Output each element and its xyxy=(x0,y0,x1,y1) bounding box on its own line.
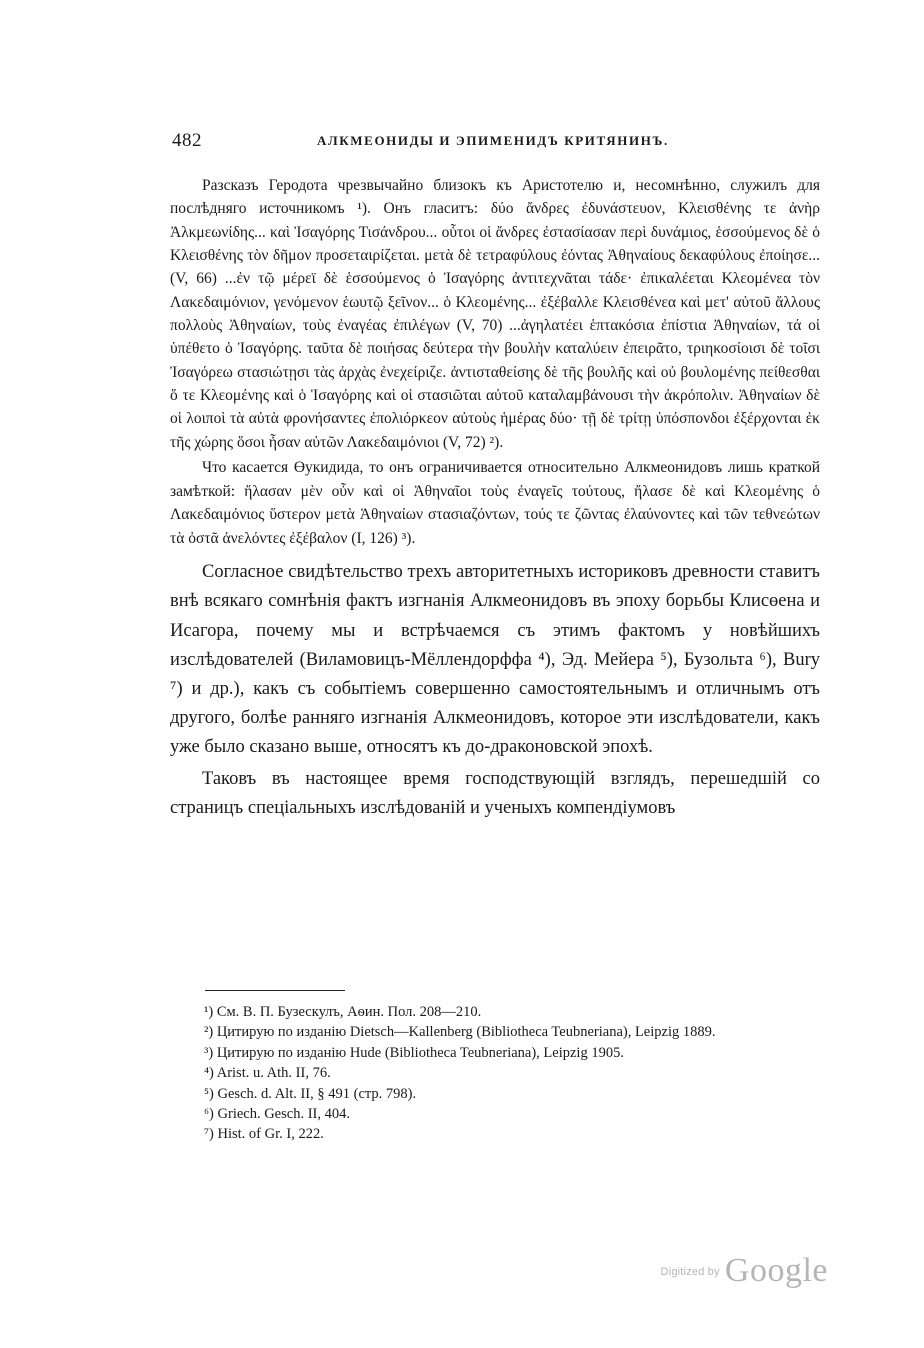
footnote-text: Hist. of Gr. I, 222. xyxy=(217,1126,324,1143)
footnote xyxy=(172,1043,820,1063)
footnote-text: См. В. П. Бузескулъ, Аѳин. Пол. 208—210. xyxy=(216,1004,482,1020)
page-number: 482 xyxy=(172,130,202,151)
footnote-ref: ⁶) xyxy=(204,1106,214,1123)
paragraph-prevailing-view: Таковъ въ настоящее время господствующій взглядъ, перешедшій со страницъ спеціальныхъ изслѣдованій и ученыхъ компендіумовъ xyxy=(170,768,820,818)
footnote xyxy=(172,1063,820,1083)
body-text xyxy=(170,174,820,823)
paragraph-testimony: Согласное свидѣтельство трехъ авторитетныхъ историковъ древности ставитъ внѣ всякаго сомнѣнія фактъ изгнанія Алкмеонидовъ въ эпоху борьбы Клисөена и Исагора, почему мы и встрѣчаемся съ этимъ фактомъ у новѣйшихъ изслѣдователей (Виламовицъ-Мёллендорффа ⁴), Эд. Мейера ⁵), Бузольта ⁶), Bury ⁷) и др.), какъ съ событіемъ совершенно самостоятельнымъ и отличнымъ отъ другого, болѣе ранняго изгнанія Алкмеонидовъ, которое эти изслѣдователи, какъ уже было сказано выше, относятъ къ до-драконовской эпохѣ. xyxy=(170,562,820,758)
footnote-text: Arist. u. Ath. II, 76. xyxy=(216,1065,331,1082)
page-header xyxy=(172,130,820,154)
footnote-ref: ⁵) xyxy=(204,1085,214,1102)
footnote xyxy=(172,1124,820,1144)
footnote-text: Цитирую по изданію Dietsch—Kallenberg (Bibliotheca Teubneriana), Leipzig 1889. xyxy=(216,1024,716,1041)
footnote-ref: ²) xyxy=(204,1024,214,1041)
footnote-ref: ¹) xyxy=(204,1004,214,1020)
footnote-text: Gesch. d. Alt. II, § 491 (стр. 798). xyxy=(217,1085,417,1102)
footnote-separator xyxy=(205,990,345,991)
paragraph-thucydides-quote: Что касается Өукидида, то онъ ограничивается относительно Алкмеонидовъ лишь краткой замѣткой: ἤλασαν μὲν οὖν καὶ οἱ Ἀθηναῖοι τοὺς ἐναγεῖς τούτους, ἤλασε δὲ καὶ Κλεομένης ὁ Λακεδαιμόνιος ὕστερον μετὰ Ἀθηναίων στασιαζόντων, τούς τε ζῶντας ἐλαύνοντες καὶ τῶν τεθνεώτων τὰ ὀστᾶ ἀνελόντες ἐξέβαλον (I, 126) ³). xyxy=(170,459,820,547)
footnotes xyxy=(172,1002,820,1145)
watermark-google-logo: Google xyxy=(724,1252,828,1289)
footnote xyxy=(172,1104,820,1124)
footnote-ref: ³) xyxy=(204,1044,214,1061)
footnote-ref: ⁷) xyxy=(204,1126,214,1143)
footnote xyxy=(172,1084,820,1104)
running-head: АЛКМЕОНИДЫ И ЭПИМЕНИДЪ КРИТЯНИНЪ. xyxy=(317,133,669,148)
footnote xyxy=(172,1002,820,1022)
paragraph-herodotus-quote: Разсказъ Геродота чрезвычайно близокъ къ Аристотелю и, несомнѣнно, служилъ для послѣдняго источникомъ ¹). Онъ гласитъ: δύο ἄνδρες ἐδυνάστευον, Κλεισθένης τε ἀνὴρ Ἀλκμεωνίδης... καὶ Ἰσαγόρης Τισάνδρου... οὗτοι οἱ ἄνδρες ἐστασίασαν περὶ δυνάμιος, ἑσσούμενος δὲ ὁ Κλεισθένης τὸν δῆμον προσεταιρίζεται. μετὰ δὲ τετραφύλους ἐόντας Ἀθηναίους δεκαφύλους ἐποίησε... (V, 66) ...ἐν τῷ μέρεϊ δὲ ἑσσούμενος ὁ Ἰσαγόρης ἀντιτεχνᾶται τάδε· ἐπικαλέεται Κλεομένεα τὸν Λακεδαιμόνιον, γενόμενον ἑωυτῷ ξεῖνον... ὁ Κλεομένης... ἐξέβαλλε Κλεισθένεα καὶ μετ' αὐτοῦ ἄλλους πολλοὺς Ἀθηναίων, τοὺς ἐναγέας ἐπιλέγων (V, 70) ...ἀγηλατέει ἑπτακόσια ἐπίστια Ἀθηναίων, τά οἱ ὑπέθετο ὁ Ἰσαγόρης. ταῦτα δὲ ποιήσας δεύτερα τὴν βουλὴν καταλύειν ἐπειρᾶτο, τριηκοσίοισι δὲ τοῖσι Ἰσαγόρεω στασιώτῃσι τὰς ἀρχὰς ἐνεχείριζε. ἀντισταθείσης δὲ τῆς βουλῆς καὶ οὐ βουλομένης πείθεσθαι ὅ τε Κλεομένης καὶ ὁ Ἰσαγόρης καὶ οἱ στασιῶται αὐτοῦ καταλαμβάνουσι τὴν ἀκρόπολιν. Ἀθηναίων δὲ οἱ λοιποὶ τὰ αὐτὰ φρονήσαντες ἐπολιόρκεον αὐτοὺς ἡμέρας δύο· τῇ δὲ τρίτῃ ὑπόσπονδοι ἐξέρχονται ἐκ τῆς χώρης ὅσοι ἦσαν αὐτῶν Λακεδαιμόνιοι (V, 72) ²). xyxy=(170,177,820,451)
footnote xyxy=(172,1022,820,1042)
google-watermark xyxy=(661,1252,828,1288)
watermark-digitized-by: Digitized by xyxy=(660,1266,720,1278)
footnote-ref: ⁴) xyxy=(204,1065,214,1082)
footnote-text: Цитирую по изданію Hude (Bibliotheca Teubneriana), Leipzig 1905. xyxy=(216,1044,624,1061)
footnote-text: Griech. Gesch. II, 404. xyxy=(217,1106,350,1123)
